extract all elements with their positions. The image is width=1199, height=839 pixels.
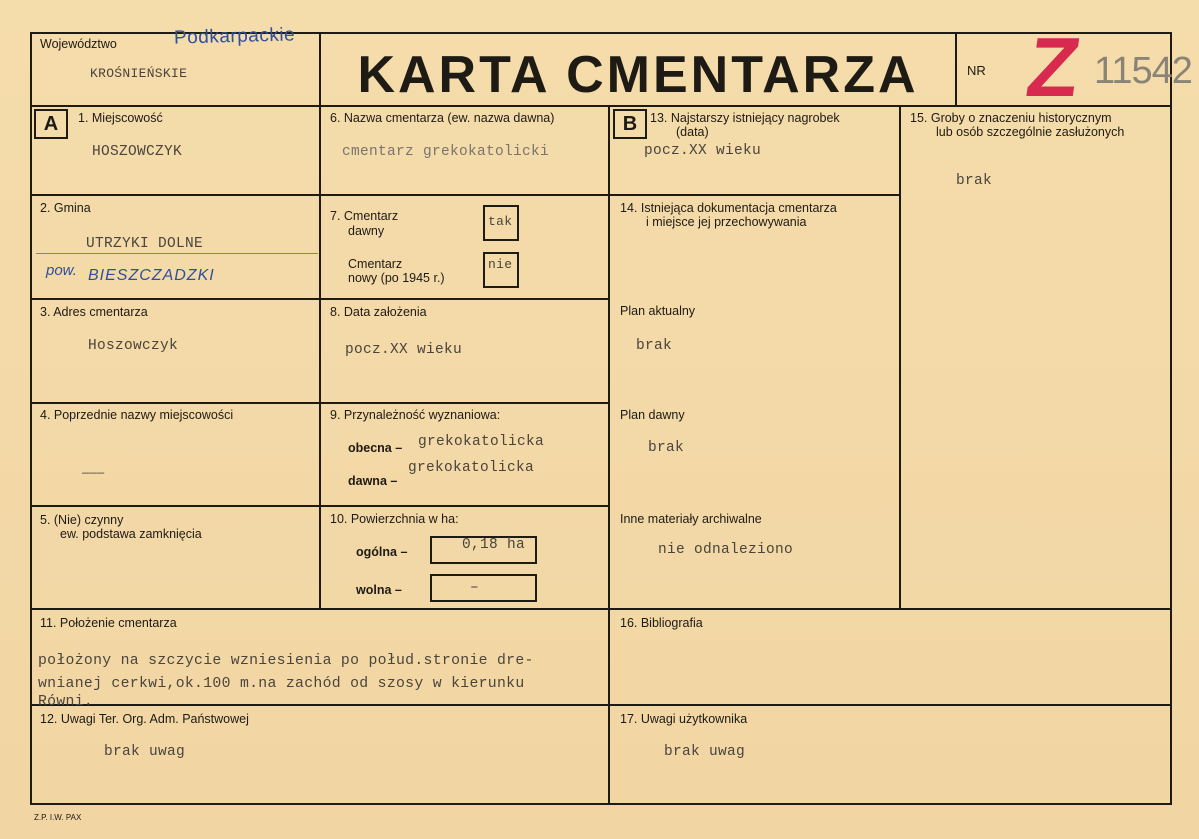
- field-9-dawna-label: dawna –: [348, 474, 398, 488]
- field-7-nowy-label-1: Cmentarz: [348, 257, 403, 271]
- field-14-label-1: 14. Istniejąca dokumentacja cmentarza: [620, 201, 837, 215]
- gmina-underline: [36, 253, 318, 254]
- plan-dawny-value: brak: [648, 440, 685, 456]
- nr-label: NR: [967, 63, 986, 78]
- frame-left: [30, 32, 32, 805]
- inne-materialy-value: nie odnaleziono: [658, 542, 794, 558]
- field-13-label-1: 13. Najstarszy istniejący nagrobek: [650, 111, 840, 125]
- field-7-dawny-label-2: dawny: [348, 224, 385, 238]
- field-10-wolna-value: –: [470, 580, 480, 596]
- section-a-letter: A: [34, 109, 68, 139]
- field-10-ogolna-label: ogólna –: [356, 545, 408, 559]
- row-line-12-16: [30, 704, 1172, 706]
- field-1-value: HOSZOWCZYK: [92, 144, 183, 160]
- field-15-value: brak: [956, 173, 993, 189]
- field-11-label: 11. Położenie cmentarza: [40, 616, 177, 630]
- field-7-dawny-value: tak: [488, 214, 513, 229]
- field-10-wolna-box: [430, 574, 537, 602]
- row-line-main: [30, 608, 1172, 610]
- field-9-obecna-label: obecna –: [348, 441, 403, 455]
- field-4-label: 4. Poprzednie nazwy miejscowości: [40, 408, 234, 422]
- field-13-value: pocz.XX wieku: [644, 143, 762, 159]
- field-2-label: 2. Gmina: [40, 201, 91, 215]
- row-line-a2: [30, 298, 610, 300]
- field-6-label: 6. Nazwa cmentarza (ew. nazwa dawna): [330, 111, 555, 125]
- field-7-nowy-label-2: nowy (po 1945 r.): [348, 271, 445, 285]
- field-3-label: 3. Adres cmentarza: [40, 305, 148, 319]
- wojewodztwo-value: KROŚNIEŃSKIE: [90, 66, 188, 81]
- field-2-pow-label: pow.: [46, 262, 77, 279]
- field-12-label: 12. Uwagi Ter. Org. Adm. Państwowej: [40, 712, 249, 726]
- field-9-obecna-value: grekokatolicka: [418, 434, 545, 450]
- header-divider-1: [319, 32, 321, 107]
- field-12-value: brak uwag: [104, 744, 186, 760]
- row-line-a4: [30, 505, 610, 507]
- inne-materialy-label: Inne materiały archiwalne: [620, 512, 762, 526]
- printer-footer: Z.P. I.W. PAX: [34, 813, 82, 822]
- wojewodztwo-stamp: Podkarpackie: [173, 24, 296, 49]
- field-10-ogolna-value: 0,18 ha: [462, 537, 526, 553]
- row-line-a3: [30, 402, 610, 404]
- field-11-line-1: położony na szczycie wzniesienia po połud.stronie dre-: [38, 653, 534, 669]
- field-15-label-2: lub osób szczególnie zasłużonych: [936, 125, 1125, 139]
- card-title: KARTA CMENTARZA: [357, 46, 919, 104]
- field-8-label: 8. Data założenia: [330, 305, 427, 319]
- nr-letter: Z: [1021, 20, 1086, 114]
- col-line-3: [899, 105, 901, 610]
- field-2-value: UTRZYKI DOLNE: [86, 236, 204, 252]
- field-3-value: Hoszowczyk: [88, 338, 179, 354]
- field-4-value: ———: [82, 466, 105, 480]
- field-10-label: 10. Powierzchnia w ha:: [330, 512, 459, 526]
- field-5-label-2: ew. podstawa zamknięcia: [60, 527, 202, 541]
- frame-bottom: [30, 803, 1172, 805]
- field-9-dawna-value: grekokatolicka: [408, 460, 535, 476]
- row-line-a1: [30, 194, 900, 196]
- field-9-label: 9. Przynależność wyznaniowa:: [330, 408, 501, 422]
- frame-right: [1170, 32, 1172, 805]
- header-divider-2: [955, 32, 957, 107]
- field-16-label: 16. Bibliografia: [620, 616, 703, 630]
- field-8-value: pocz.XX wieku: [345, 342, 463, 358]
- wojewodztwo-label: Województwo: [40, 37, 117, 51]
- field-5-label-1: 5. (Nie) czynny: [40, 513, 124, 527]
- field-2-pow-value: BIESZCZADZKI: [88, 267, 215, 284]
- field-14-label-2: i miejsce jej przechowywania: [646, 215, 807, 229]
- plan-aktualny-value: brak: [636, 338, 673, 354]
- field-7-dawny-label-1: 7. Cmentarz: [330, 209, 399, 223]
- field-13-label-2: (data): [676, 125, 709, 139]
- field-11-line-3: Równi.: [38, 694, 94, 710]
- field-6-value: cmentarz grekokatolicki: [342, 144, 550, 160]
- field-1-label: 1. Miejscowość: [78, 111, 163, 125]
- col-line-2: [608, 105, 610, 805]
- col-line-1: [319, 105, 321, 610]
- section-b-letter: B: [613, 109, 647, 139]
- field-17-label: 17. Uwagi użytkownika: [620, 712, 748, 726]
- field-10-wolna-label: wolna –: [356, 583, 402, 597]
- plan-aktualny-label: Plan aktualny: [620, 304, 696, 318]
- plan-dawny-label: Plan dawny: [620, 408, 685, 422]
- nr-value: 11542: [1094, 50, 1192, 92]
- field-11-line-2: wnianej cerkwi,ok.100 m.na zachód od szosy w kierunku: [38, 676, 525, 692]
- field-15-label-1: 15. Groby o znaczeniu historycznym: [910, 111, 1112, 125]
- field-7-nowy-value: nie: [488, 257, 513, 272]
- field-17-value: brak uwag: [664, 744, 746, 760]
